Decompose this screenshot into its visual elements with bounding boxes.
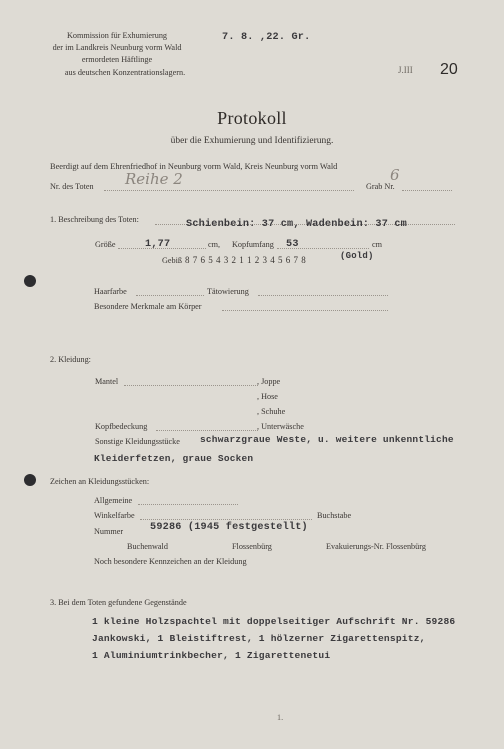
commission-line-1: Kommission für Exhumierung	[66, 31, 168, 40]
height-label: Größe	[95, 240, 116, 249]
underwear-label: , Unterwäsche	[257, 422, 304, 431]
document-title: Protokoll	[217, 108, 287, 128]
number-label: Nummer	[94, 527, 124, 536]
other-clothing-label: Sonstige Kleidungsstücke	[95, 437, 180, 446]
document-subtitle: über die Exhumierung und Identifizierung.	[170, 136, 334, 146]
cm-label-2: cm	[372, 240, 383, 249]
marks-heading: Zeichen an Kleidungsstücken:	[50, 477, 150, 486]
evacuation-label: Evakuierungs-Nr. Flossenbürg	[326, 542, 426, 551]
angle-color-label: Winkelfarbe	[94, 511, 135, 520]
flossenburg-label: Flossenbürg	[232, 542, 272, 551]
burial-line: Beerdigt auf dem Ehrenfriedhof in Neunburg vorm Wald, Kreis Neunburg vorm Wald	[50, 162, 338, 171]
row-value: Reihe 2	[125, 170, 183, 188]
grave-label: Grab Nr.	[366, 182, 395, 191]
coat-label: Mantel	[95, 377, 119, 386]
section2-heading: 2. Kleidung:	[50, 355, 91, 364]
other-clothing-value-1: schwarzgraue Weste, u. weitere unkenntliche	[200, 434, 454, 445]
letter-label: Buchstabe	[317, 511, 352, 520]
teeth-label: Gebiß	[162, 256, 183, 265]
head-circumference-value: 53	[286, 239, 299, 250]
commission-line-2: der im Landkreis Neunburg vorm Wald	[52, 43, 182, 52]
jacket-label: , Joppe	[257, 377, 281, 386]
features-label: Besondere Merkmale am Körper	[94, 302, 202, 311]
special-marks-label: Noch besondere Kennzeichen an der Kleidung	[94, 557, 247, 566]
headwear-label: Kopfbedeckung	[95, 422, 148, 431]
footer-mark: 1.	[277, 713, 284, 722]
found-items-line-2: Jankowski, 1 Bleistiftrest, 1 hölzerner Zigarettenspitz,	[92, 633, 426, 644]
commission-line-4: aus deutschen Konzentrationslagern.	[64, 68, 186, 77]
shoes-label: , Schuhe	[257, 407, 286, 416]
teeth-note: (Gold)	[340, 251, 374, 261]
punch-hole-top	[24, 275, 36, 287]
row-label: Nr. des Toten	[50, 182, 94, 191]
found-items-line-1: 1 kleine Holzspachtel mit doppelseitiger Aufschrift Nr. 59286	[92, 616, 456, 627]
tattoo-label: Tätowierung	[207, 287, 249, 296]
cm-label-1: cm,	[208, 240, 221, 249]
number-value: 59286 (1945 festgestellt)	[150, 522, 308, 533]
teeth-chart: 8 7 6 5 4 3 2 1 1 2 3 4 5 6 7 8	[185, 255, 307, 265]
section1-description: Schienbein: 37 cm, Wadenbein: 37 cm	[186, 219, 407, 230]
general-label: Allgemeine	[94, 496, 133, 505]
reference-mark: J.III	[398, 65, 413, 75]
other-clothing-value-2: Kleiderfetzen, graue Socken	[94, 453, 254, 464]
height-value: 1,77	[145, 239, 171, 250]
buchenwald-label: Buchenwald	[127, 542, 168, 551]
grave-value: 6	[390, 166, 400, 184]
section1-heading: 1. Beschreibung des Toten:	[50, 215, 139, 224]
section3-heading: 3. Bei dem Toten gefundene Gegenstände	[50, 598, 187, 607]
found-items-line-3: 1 Aluminiumtrinkbecher, 1 Zigarettenetui	[92, 650, 331, 661]
head-circumference-label: Kopfumfang	[232, 240, 274, 249]
hair-label: Haarfarbe	[94, 287, 127, 296]
punch-hole-bottom	[24, 474, 36, 486]
page-number-stamp: 20	[440, 61, 458, 78]
typed-date: 7. 8. ,22. Gr.	[222, 32, 311, 43]
commission-line-3: ermordeten Häftlinge	[81, 55, 153, 64]
trousers-label: , Hose	[257, 392, 278, 401]
